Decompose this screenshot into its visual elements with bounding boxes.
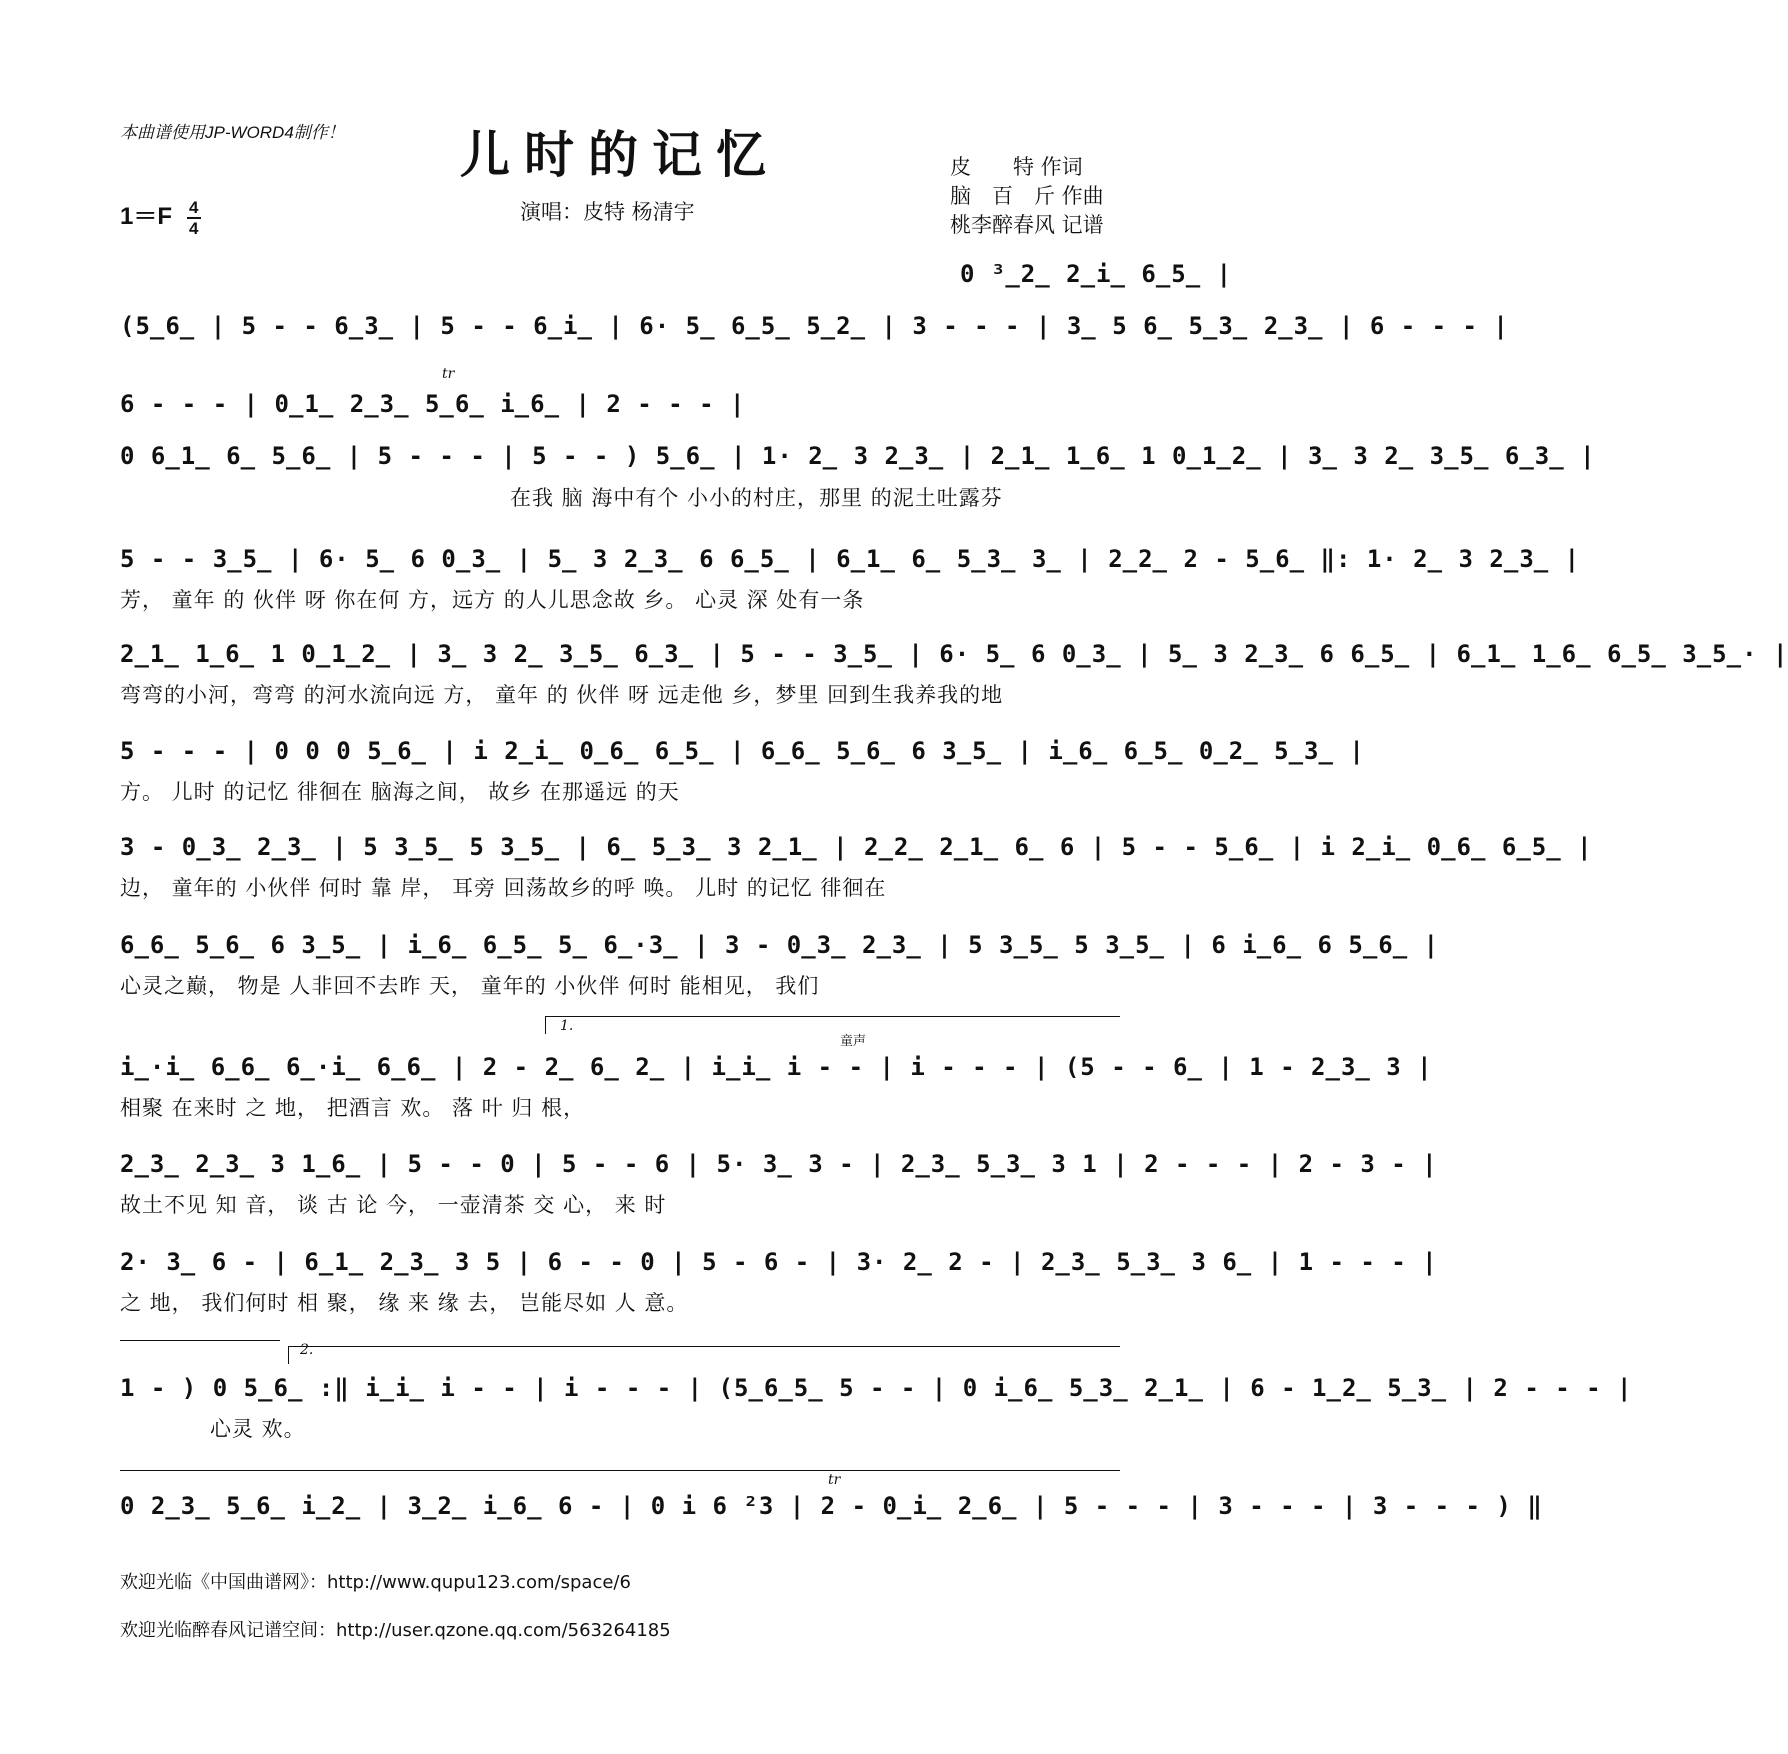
volta-2-bracket-edge (288, 1346, 289, 1364)
lyric-row-11: 之 地， 我们何时 相 聚， 缘 来 缘 去， 岂能尽如 人 意。 (120, 1291, 689, 1315)
volta-1-bracket-edge (545, 1016, 546, 1034)
footer-link-2[interactable]: 欢迎光临醉春风记谱空间：http://user.qzone.qq.com/563264185 (120, 1620, 671, 1641)
composer-credit: 脑 百 斤 作曲 (950, 184, 1104, 208)
music-row-13: 0 2̲3̲ 5̲6̲ i̲2̲ | 3̲2̲ i̲6̲ 6 - | 0 i 6 ²3 | 2 - 0̲i̲ 2̲6̲ | 5 - - - | 3 - - - | 3 - - - ) ‖ (120, 1492, 1543, 1520)
singer-line: 演唱：皮特 杨清宇 (520, 200, 695, 224)
volta-1-continuation (120, 1340, 280, 1341)
volta-1-bracket (545, 1016, 1120, 1017)
time-bottom: 4 (188, 218, 199, 238)
lyric-row-10: 故土不见 知 音， 谈 古 论 今， 一壶清茶 交 心， 来 时 (120, 1193, 667, 1217)
footer-link-1[interactable]: 欢迎光临《中国曲谱网》：http://www.qupu123.com/space/6 (120, 1572, 631, 1593)
song-title: 儿时的记忆 (460, 125, 780, 184)
music-row-3: 0 6̲1̲ 6̲ 5̲6̲ | 5 - - - | 5 - - ) 5̲6̲ | 1· 2̲ 3 2̲3̲ | 2̲1̲ 1̲6̲ 1 0̲1̲2̲ | 3̲ 3 2̲ 3̲5̲ 6̲3̲ | (120, 442, 1596, 470)
music-row-1: (5̲6̲ | 5 - - 6̲3̲ | 5 - - 6̲i̲ | 6· 5̲ 6̲5̲ 5̲2̲ | 3 - - - | 3̲ 5 6̲ 5̲3̲ 2̲3̲ | 6 - - - | (120, 312, 1509, 340)
time-top: 4 (188, 197, 199, 217)
music-row-4: 5 - - 3̲5̲ | 6· 5̲ 6 0̲3̲ | 5̲ 3 2̲3̲ 6 6̲5̲ | 6̲1̲ 6̲ 5̲3̲ 3̲ | 2̲2̲ 2 - 5̲6̲ ‖: 1· 2̲ 3 2̲3̲ | (120, 545, 1581, 573)
time-signature (187, 199, 201, 237)
trill-marker: tr (442, 366, 455, 382)
music-row-6: 5 - - - | 0 0 0 5̲6̲ | i 2̲i̲ 0̲6̲ 6̲5̲ | 6̲6̲ 5̲6̲ 6 3̲5̲ | i̲6̲ 6̲5̲ 0̲2̲ 5̲3̲ | (120, 737, 1365, 765)
lyric-row-8: 心灵之巅， 物是 人非回不去昨 天， 童年的 小伙伴 何时 能相见， 我们 (120, 974, 820, 998)
ending-bracket (120, 1470, 1120, 1471)
music-row-9: i̲·i̲ 6̲6̲ 6̲·i̲ 6̲6̲ | 2 - 2̲ 6̲ 2̲ | i̲i̲ i - - | i - - - | (5 - - 6̲ | 1 - 2̲3̲ 3 | (120, 1053, 1433, 1081)
lyric-row-12: 心灵 欢。 (210, 1417, 306, 1441)
lyric-row-3: 在我 脑 海中有个 小小的村庄，那里 的泥土吐露芬 (510, 486, 1003, 510)
lyric-row-6: 方。 儿时 的记忆 徘徊在 脑海之间， 故乡 在那遥远 的天 (120, 780, 680, 804)
lyric-row-4: 芳， 童年 的 伙伴 呀 你在何 方，远方 的人儿思念故 乡。 心灵 深 处有一条 (120, 588, 865, 612)
music-row-2: 6 - - - | 0̲1̲ 2̲3̲ 5̲6̲ i̲6̲ | 2 - - - | (120, 390, 746, 418)
lyric-row-9: 相聚 在来时 之 地， 把酒言 欢。 落 叶 归 根， (120, 1096, 586, 1120)
music-row-0: 0 ³̲2̲ 2̲i̲ 6̲5̲ | (960, 260, 1233, 288)
volta-2-bracket (288, 1346, 1120, 1347)
volta-1-label: 1. (560, 1018, 574, 1034)
lyric-row-7: 边， 童年的 小伙伴 何时 靠 岸， 耳旁 回荡故乡的呼 唤。 儿时 的记忆 徘徊在 (120, 876, 887, 900)
music-row-7: 3 - 0̲3̲ 2̲3̲ | 5 3̲5̲ 5 3̲5̲ | 6̲ 5̲3̲ 3 2̲1̲ | 2̲2̲ 2̲1̲ 6̲ 6 | 5 - - 5̲6̲ | i 2̲i̲ 0̲6̲ 6̲5̲ | (120, 833, 1593, 861)
lyric-row-5: 弯弯的小河，弯弯 的河水流向远 方， 童年 的 伙伴 呀 远走他 乡，梦里 回到生我养我的地 (120, 683, 1004, 707)
music-row-8: 6̲6̲ 5̲6̲ 6 3̲5̲ | i̲6̲ 6̲5̲ 5̲ 6̲·3̲ | 3 - 0̲3̲ 2̲3̲ | 5 3̲5̲ 5 3̲5̲ | 6 i̲6̲ 6 5̲6̲ | (120, 931, 1440, 959)
transcriber-credit: 桃李醉春风 记谱 (950, 213, 1104, 237)
child-voice-marker: 童声 (840, 1034, 867, 1049)
music-row-10: 2̲3̲ 2̲3̲ 3 1̲6̲ | 5 - - 0 | 5 - - 6 | 5· 3̲ 3 - | 2̲3̲ 5̲3̲ 3 1 | 2 - - - | 2 - 3 - | (120, 1150, 1438, 1178)
credits (950, 153, 1104, 240)
trill-marker-2: tr (828, 1472, 841, 1488)
software-note: 本曲谱使用JP-WORD4制作！ (120, 123, 345, 142)
volta-2-label: 2. (300, 1342, 314, 1358)
music-row-5: 2̲1̲ 1̲6̲ 1 0̲1̲2̲ | 3̲ 3 2̲ 3̲5̲ 6̲3̲ | 5 - - 3̲5̲ | 6· 5̲ 6 0̲3̲ | 5̲ 3 2̲3̲ 6 6̲5̲ | 6̲1̲ 1̲6̲ 6̲5̲ 3̲5̲· | (120, 640, 1788, 668)
key-signature (120, 196, 201, 237)
key-label: 1＝F (120, 203, 173, 230)
lyricist-credit: 皮 特 作词 (950, 155, 1083, 179)
music-row-12: 1 - ) 0 5̲6̲ :‖ i̲i̲ i - - | i - - - | (5̲6̲5̲ 5 - - | 0 i̲6̲ 5̲3̲ 2̲1̲ | 6 - 1̲2̲ 5̲3̲ | 2 - - - | (120, 1374, 1633, 1402)
music-row-11: 2· 3̲ 6 - | 6̲1̲ 2̲3̲ 3 5 | 6 - - 0 | 5 - 6 - | 3· 2̲ 2 - | 2̲3̲ 5̲3̲ 3 6̲ | 1 - - - | (120, 1248, 1438, 1276)
